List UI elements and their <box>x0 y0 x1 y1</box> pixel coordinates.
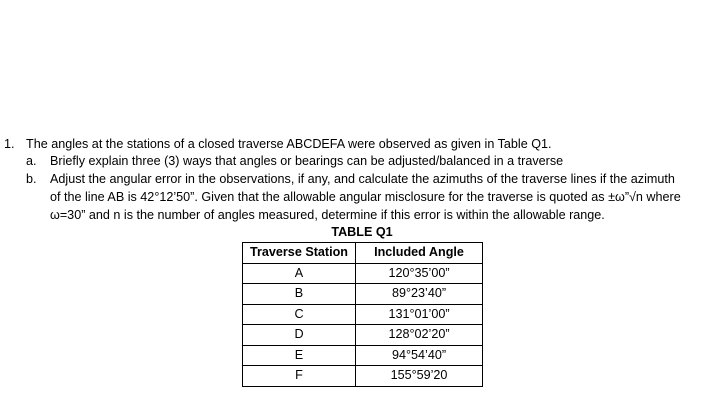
angle-cell: 120°35’00” <box>356 263 483 284</box>
part-b-letter: b. <box>26 172 37 186</box>
part-a-text: Briefly explain three (3) ways that angles or bearings can be adjusted/balanced in a traverse <box>50 154 564 168</box>
table-row <box>243 366 483 387</box>
part-a-letter: a. <box>26 154 37 168</box>
table-row <box>243 263 483 284</box>
station-cell: B <box>243 284 356 305</box>
table-row <box>243 284 483 305</box>
part-b-line-2: of the line AB is 42°12’50”. Given that the allowable angular misclosure for the traverse is quoted as ±ω”√n where <box>50 190 681 204</box>
angle-cell: 128°02’20” <box>356 325 483 346</box>
station-cell: F <box>243 366 356 387</box>
angle-cell: 155°59’20 <box>356 366 483 387</box>
angle-cell: 94°54’40” <box>356 345 483 366</box>
angle-cell: 131°01’00” <box>356 304 483 325</box>
table-row <box>243 304 483 325</box>
station-cell: E <box>243 345 356 366</box>
station-cell: C <box>243 304 356 325</box>
question-intro: The angles at the stations of a closed traverse ABCDEFA were observed as given in Table Q1. <box>26 137 552 151</box>
header-traverse-station: Traverse Station <box>243 243 356 264</box>
table-caption: TABLE Q1 <box>331 225 393 239</box>
station-cell: D <box>243 325 356 346</box>
question-number: 1. <box>4 137 15 151</box>
table-row <box>243 325 483 346</box>
part-b-line-1: Adjust the angular error in the observations, if any, and calculate the azimuths of the traverse lines if the azimuth <box>50 172 675 186</box>
angle-cell: 89°23’40” <box>356 284 483 305</box>
traverse-angle-table <box>242 242 483 387</box>
station-cell: A <box>243 263 356 284</box>
table-row <box>243 345 483 366</box>
table-header-row <box>243 243 483 264</box>
header-included-angle: Included Angle <box>356 243 483 264</box>
part-b-line-3: ω=30” and n is the number of angles measured, determine if this error is within the allowable range. <box>50 208 605 222</box>
